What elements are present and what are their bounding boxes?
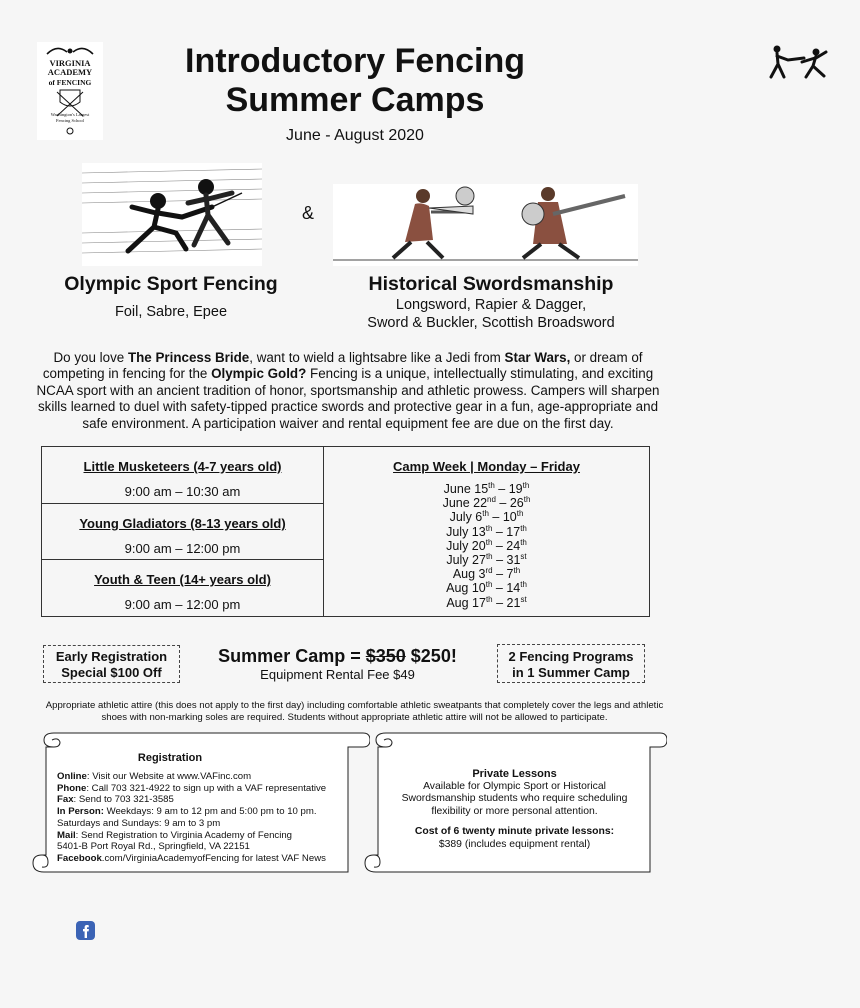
registration-line <box>57 853 347 865</box>
academy-logo <box>37 42 103 140</box>
week-separator: – <box>492 567 507 582</box>
week-start-suffix: nd <box>487 495 496 505</box>
week-start-suffix: th <box>485 551 493 561</box>
week-end-suffix: th <box>523 495 531 505</box>
early-line-1: Early Registration <box>55 649 168 664</box>
registration-text: 5401-B Port Royal Rd., Springfield, VA 22151 <box>57 841 250 853</box>
week-end-suffix: th <box>520 580 527 590</box>
registration-label: In Person: <box>57 806 104 818</box>
page-title <box>150 42 560 120</box>
logo-text-4: Washington's Largest <box>50 112 90 117</box>
registration-text: : Call 703 321-4922 to sign up with a VAF representative <box>86 782 327 794</box>
intro-text: or dream of competing in fencing for the <box>42 350 643 382</box>
intro-text: , want to wield a lightsabre like a Jedi from <box>249 350 505 365</box>
week-start-suffix: th <box>485 537 493 547</box>
intro-bold-text: The Princess Bride <box>127 350 250 365</box>
olympic-fencing-illustration <box>82 163 262 266</box>
logo-text-1: VIRGINIA <box>49 58 91 68</box>
private-line-3: flexibility or more personal attention. <box>431 805 598 817</box>
week-end-suffix: th <box>520 523 527 533</box>
registration-text: Saturdays and Sundays: 9 am to 3 pm <box>57 817 221 829</box>
week-end-suffix: st <box>520 594 527 604</box>
week-start: Aug 3 <box>452 567 486 582</box>
week-end-suffix: th <box>522 480 530 490</box>
week-end: 17 <box>506 524 521 539</box>
programs-line-1: 2 Fencing Programs <box>508 649 634 664</box>
historical-weapons-line-2: Sword & Buckler, Scottish Broadsword <box>367 315 615 331</box>
camp-weeks-title: Camp Week | Monday – Friday <box>393 459 580 474</box>
group-time: 9:00 am – 10:30 am <box>124 484 241 499</box>
registration-text: .com/VirginiaAcademyofFencing for latest VAF News <box>101 852 326 864</box>
week-start-suffix: th <box>482 509 489 519</box>
registration-label: Mail <box>57 829 76 841</box>
registration-label: Phone <box>57 782 87 794</box>
facebook-icon[interactable] <box>76 921 95 940</box>
week-end: 24 <box>506 538 521 553</box>
olympic-heading: Olympic Sport Fencing <box>64 273 278 295</box>
programs-box <box>497 644 645 683</box>
group-time: 9:00 am – 12:00 pm <box>124 541 241 556</box>
historical-weapons-line-1: Longsword, Rapier & Dagger, <box>395 297 587 313</box>
olympic-weapons: Foil, Sabre, Epee <box>114 304 228 320</box>
week-start-suffix: th <box>485 580 493 590</box>
week-end: 7 <box>506 567 514 582</box>
title-line-1: Introductory Fencing <box>185 42 525 80</box>
early-line-2: Special $100 Off <box>61 665 162 680</box>
private-cost-value: $389 (includes equipment rental) <box>438 838 591 850</box>
week-separator: – <box>488 510 503 525</box>
week-start: July 27 <box>446 553 486 568</box>
rental-fee: Equipment Rental Fee $49 <box>260 667 415 682</box>
week-end-suffix: th <box>520 537 527 547</box>
registration-label: Fax <box>57 794 74 806</box>
week-end: 31 <box>506 553 521 568</box>
registration-line <box>57 841 347 853</box>
group-cell <box>42 447 324 504</box>
registration-text: : Send Registration to Virginia Academy of Fencing <box>75 829 293 841</box>
programs-line-2: in 1 Summer Camp <box>512 665 630 680</box>
intro-text: Fencing is a unique, intellectually stimulating, and exciting NCAA sport with an ancient tradition of honor, sportsmanship and athletic prowess. Campers will sharpen skills learned to duel with safety-tipped practice swords and protective gear in a fun, age-appropriate and safe environment. A participation waiver and rental equipment fee are due on the first day. <box>36 366 660 431</box>
week-end: 26 <box>509 496 524 511</box>
week-end: 19 <box>508 482 523 496</box>
week-end: 14 <box>506 581 521 596</box>
week-start-suffix: th <box>488 480 495 490</box>
week-start: July 13 <box>446 524 486 539</box>
week-separator: – <box>492 553 507 568</box>
schedule-table <box>41 446 650 617</box>
historical-swordsmanship-illustration <box>333 184 638 266</box>
attire-notice: Appropriate athletic attire (this does not apply to the first day) including comfortable athletic sweatpants that completely cover the legs and athletic shoes with non-marking soles are required. Students without appropriate athletic attire will not be allowed to participate. <box>45 700 664 723</box>
logo-text-5: Fencing School <box>55 118 85 123</box>
group-title: Little Musketeers (4-7 years old) <box>83 459 282 474</box>
private-line-1: Available for Olympic Sport or Historical <box>423 780 606 792</box>
historical-weapons <box>345 296 637 332</box>
registration-label: Facebook <box>57 852 102 864</box>
week-end-suffix: th <box>516 509 524 519</box>
registration-line <box>57 830 347 842</box>
price-old: $350 <box>365 646 406 666</box>
camp-dates: June - August 2020 <box>286 127 424 144</box>
camp-price <box>190 646 485 667</box>
registration-text: Weekdays: 9 am to 12 pm and 5:00 pm to 10 pm. <box>103 806 317 818</box>
registration-line <box>57 806 347 818</box>
registration-line <box>57 794 347 806</box>
week-start-suffix: rd <box>485 566 493 576</box>
registration-line <box>57 818 347 830</box>
title-line-2: Summer Camps <box>225 81 485 119</box>
registration-line <box>57 771 347 783</box>
registration-text: : Send to 703 321-3585 <box>73 794 174 806</box>
group-cell <box>42 504 324 560</box>
registration-title: Registration <box>137 752 203 764</box>
week-start-suffix: th <box>485 523 493 533</box>
registration-text: : Visit our Website at www.VAFinc.com <box>86 771 252 782</box>
week-end: 21 <box>506 595 521 610</box>
group-cell <box>42 560 324 617</box>
week-start: July 20 <box>446 538 486 553</box>
week-separator: – <box>492 538 507 553</box>
historical-heading: Historical Swordsmanship <box>368 273 614 295</box>
registration-details <box>57 771 347 865</box>
week-start: June 15 <box>443 482 489 496</box>
private-lessons-title: Private Lessons <box>472 768 557 780</box>
week-end-suffix: th <box>513 566 521 576</box>
intro-paragraph <box>28 350 668 432</box>
private-lessons <box>382 768 647 851</box>
registration-label: Online <box>57 771 87 782</box>
private-cost-label: Cost of 6 twenty minute private lessons: <box>414 826 615 837</box>
week-separator: – <box>495 496 510 511</box>
private-line-2: Swordsmanship students who require scheduling <box>401 793 628 804</box>
week-start: June 22 <box>442 496 488 511</box>
intro-bold-text: Olympic Gold? <box>211 366 307 382</box>
week-separator: – <box>492 595 507 610</box>
camp-week <box>324 596 649 610</box>
week-separator: – <box>492 524 507 539</box>
price-new: $250! <box>405 646 457 666</box>
registration-line <box>57 783 347 795</box>
group-time: 9:00 am – 12:00 pm <box>124 597 241 612</box>
logo-text-2: ACADEMY <box>47 67 93 77</box>
camp-weeks-cell <box>324 447 650 617</box>
week-start: July 6 <box>449 510 483 525</box>
week-separator: – <box>494 482 509 496</box>
intro-text: Do you love <box>53 350 128 365</box>
intro-bold-text: Star Wars, <box>504 350 571 365</box>
week-end: 10 <box>502 510 517 525</box>
week-separator: – <box>492 581 507 596</box>
week-start: Aug 17 <box>446 595 486 610</box>
group-title: Youth & Teen (14+ years old) <box>94 572 271 587</box>
price-prefix: Summer Camp = <box>218 646 366 666</box>
week-start-suffix: th <box>485 594 493 604</box>
group-title: Young Gladiators (8-13 years old) <box>79 516 286 531</box>
week-end-suffix: st <box>520 551 527 561</box>
week-start: Aug 10 <box>446 581 486 596</box>
camp-weeks-list <box>324 482 649 610</box>
ampersand: & <box>302 203 315 223</box>
fencers-silhouette-icon <box>766 44 832 80</box>
logo-text-3: of FENCING <box>48 78 92 87</box>
early-registration-box <box>43 645 180 683</box>
